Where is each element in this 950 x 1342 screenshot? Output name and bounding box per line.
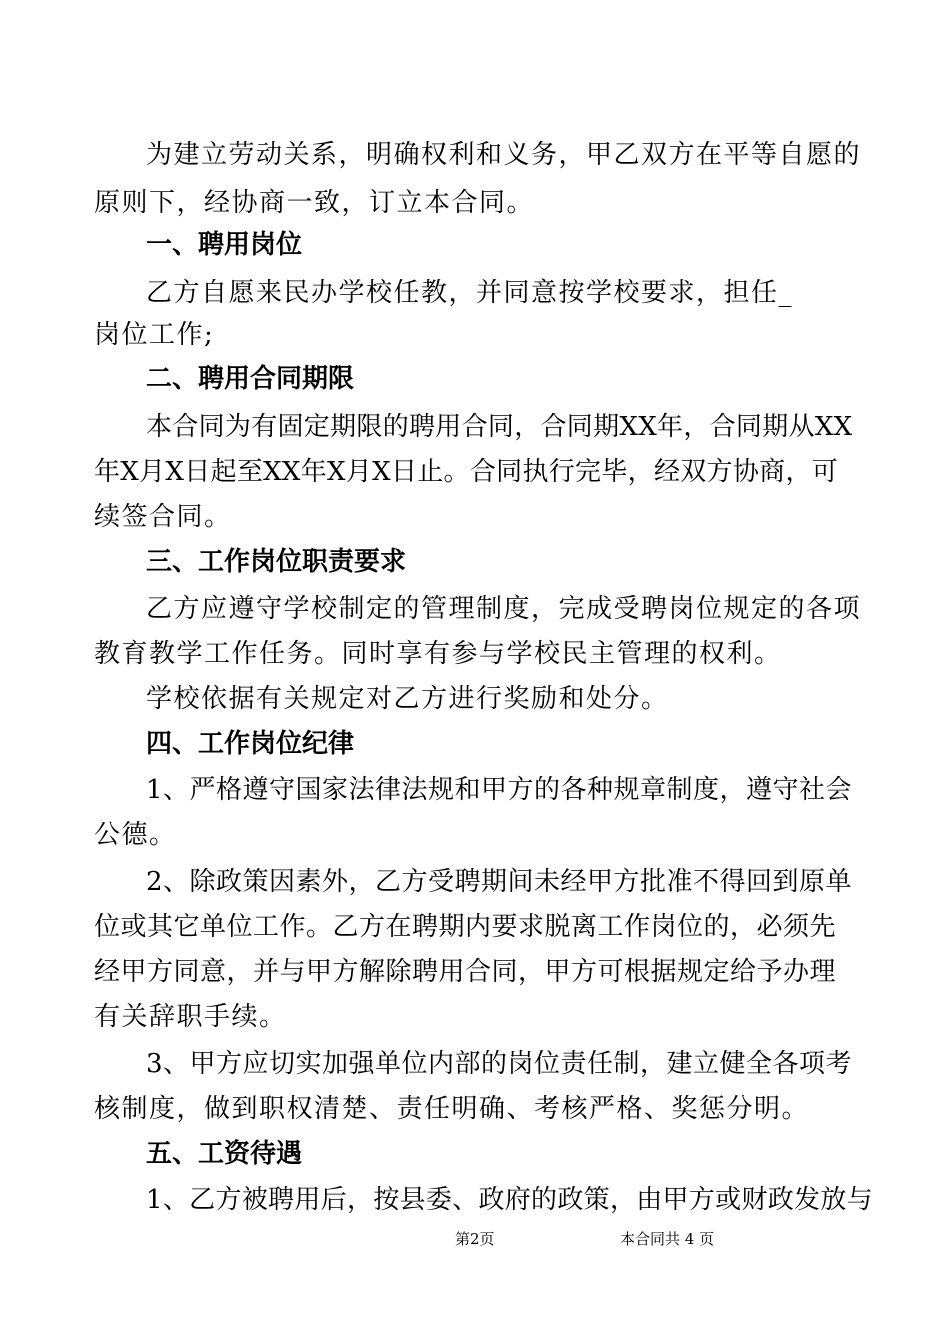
section-heading-4: 四、工作岗位纪律 — [146, 729, 355, 759]
section-3-line-2: 教育教学工作任务。同时享有参与学校民主管理的权利。 — [94, 639, 782, 669]
page-number: 第2页 — [455, 1230, 495, 1248]
section-4-line-1: 1、严格遵守国家法律法规和甲方的各种规章制度，遵守社会 — [146, 775, 853, 805]
paragraph-intro-line-2: 原则下，经协商一致，订立本合同。 — [94, 188, 535, 218]
section-4-line-6: 有关辞职手续。 — [94, 1002, 287, 1032]
section-1-line-2: 岗位工作; — [94, 320, 215, 350]
section-heading-2: 二、聘用合同期限 — [146, 364, 355, 394]
section-4-line-8: 核制度，做到职权清楚、责任明确、考核严格、奖惩分明。 — [94, 1094, 810, 1124]
section-3-line-1: 乙方应遵守学校制定的管理制度，完成受聘岗位规定的各项 — [146, 594, 862, 624]
section-2-line-3: 续签合同。 — [94, 502, 232, 532]
section-4-line-7: 3、甲方应切实加强单位内部的岗位责任制，建立健全各项考 — [146, 1049, 853, 1079]
section-4-line-2: 公德。 — [94, 820, 177, 850]
section-heading-1: 一、聘用岗位 — [146, 230, 303, 260]
total-pages: 本合同共 4 页 — [620, 1230, 715, 1248]
section-5-line-1: 1、乙方被聘用后，按县委、政府的政策，由甲方或财政发放与 — [146, 1185, 873, 1215]
section-4-line-4: 位或其它单位工作。乙方在聘期内要求脱离工作岗位的，必须先 — [94, 912, 837, 942]
section-heading-3: 三、工作岗位职责要求 — [146, 547, 407, 577]
section-3-line-3: 学校依据有关规定对乙方进行奖励和处分。 — [146, 684, 669, 714]
section-1-line-1: 乙方自愿来民办学校任教，并同意按学校要求，担任_ — [146, 278, 794, 308]
section-4-line-3: 2、除政策因素外，乙方受聘期间未经甲方批准不得回到原单 — [146, 867, 853, 897]
section-4-line-5: 经甲方同意，并与甲方解除聘用合同，甲方可根据规定给予办理 — [94, 957, 837, 987]
paragraph-intro-line-1: 为建立劳动关系，明确权利和义务，甲乙双方在平等自愿的 — [146, 140, 862, 170]
section-heading-5: 五、工资待遇 — [146, 1139, 303, 1169]
section-2-line-1: 本合同为有固定期限的聘用合同，合同期XX年，合同期从XX — [146, 412, 853, 442]
section-2-line-2: 年X月X日起至XX年X月X日止。合同执行完毕，经双方协商，可 — [94, 457, 839, 487]
